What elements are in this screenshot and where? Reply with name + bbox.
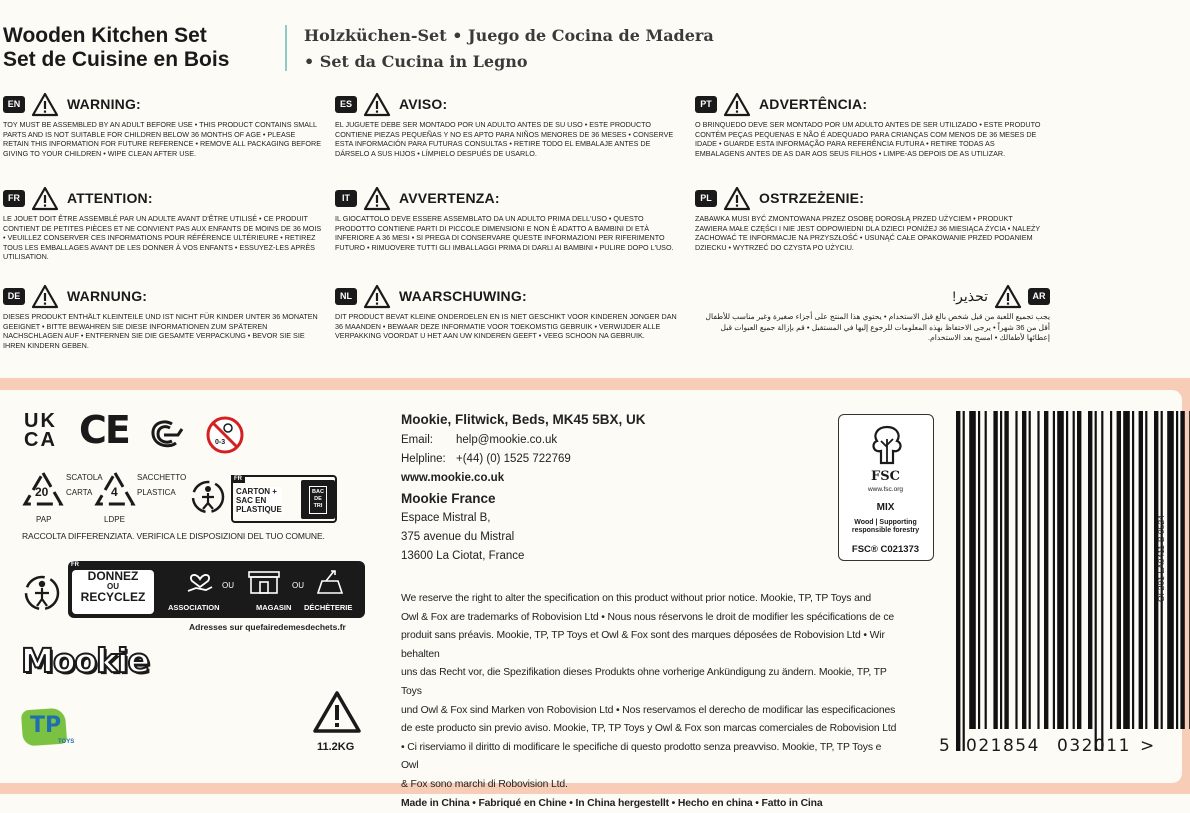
warning-title: AVISO: — [399, 96, 448, 112]
helpline-label: Helpline: — [401, 453, 446, 465]
barcode-bar — [1057, 411, 1064, 729]
barcode-digits-right: 032011 — [1057, 736, 1131, 756]
warnings-panel — [0, 0, 1190, 378]
warning-body: O BRINQUEDO DEVE SER MONTADO POR UM ADULTO ANTES DE SER UTILIZADO • ESTE PRODUTO CONTÉM PEÇAS PEQUENAS E NÃO É ADEQUADO PARA CRIANÇAS COM MENOS DE 36 MESES DE IDADE • GUARDE ESTA INFORMAÇÃO PARA REFERÊNCIA FUTURA • RETIRE TODAS AS EMBALAGENS ANTES DE AS DAR AOS SEUS FILHOS • LIMPE-AS DEPOIS DE AS UTILIZAR. — [695, 120, 1041, 158]
fr-badge: FR — [71, 562, 79, 568]
warning-nl — [335, 282, 680, 341]
donnez-label: DONNEZ OU RECYCLEZ — [72, 570, 154, 614]
warning-body: يجب تجميع اللعبة من قبل شخص بالغ قبل الاستخدام • يحتوي هذا المنتج على أجزاء صغيرة وغير مناسب للأطفال أقل من 36 شهراً • يرجى الاحتفاظ بهذه المعلومات للرجوع إليها في المستقبل • قم بإزالة جميع العبوات قبل إعطائها لأطفالك • امسح بعد الاستخدام. — [705, 312, 1050, 342]
warning-pl — [695, 184, 1045, 252]
barcode-bar — [1180, 411, 1184, 729]
warning-triangle-icon — [723, 186, 751, 211]
tp-toys-logo: TP TOYS — [22, 709, 74, 753]
legal-notice — [401, 590, 901, 813]
france-address-line3: 13600 La Ciotat, France — [401, 550, 525, 562]
barcode-bar — [1037, 411, 1039, 729]
legal-line: We reserve the right to alter the specification on this product without prior notice. Mookie, TP, TP Toys and — [401, 593, 871, 604]
barcode-bar — [1088, 411, 1092, 729]
title-multilingual-2: • Set da Cucina in Legno — [304, 52, 528, 71]
warning-title: تحذير! — [952, 287, 988, 304]
warning-title: WAARSCHUWING: — [399, 288, 527, 304]
language-badge: PT — [695, 96, 717, 113]
barcode-digit-first: 5 — [939, 736, 950, 756]
recycle-code: LDPE — [104, 515, 125, 524]
ou-separator: OU — [222, 581, 234, 590]
fr-badge: FR — [231, 475, 245, 483]
title-multilingual-1: Holzküchen-Set • Juego de Cocina de Madera — [304, 26, 714, 45]
fsc-certification — [838, 414, 934, 561]
barcode-bar — [985, 411, 987, 729]
warning-triangle-icon — [31, 186, 59, 211]
bac-de-tri-icon: BAC DE TRI — [301, 480, 335, 519]
warning-de — [3, 282, 323, 350]
triman-person-icon — [190, 479, 226, 515]
legal-line: produit sans préavis. Mookie, TP, TP Toys et Owl & Fox sont des marques déposées de Robovision Ltd • Wir behalten — [401, 630, 885, 660]
barcode-bar — [1167, 411, 1174, 729]
barcode-bar — [1044, 411, 1048, 729]
donnez-recyclez-banner — [68, 561, 365, 618]
product-code-wrapper — [1156, 512, 1166, 602]
warning-title: ATTENTION: — [67, 190, 153, 206]
raccolta-note: RACCOLTA DIFFERENZIATA. VERIFICA LE DISPOSIZIONI DEL TUO COMUNE. — [22, 531, 325, 541]
fsc-code: FSC® C021373 — [851, 544, 920, 555]
warning-body: DIESES PRODUKT ENTHÄLT KLEINTEILE UND IST NICHT FÜR KINDER UNTER 36 MONATEN GEEIGNET • BITTE BEWAHREN SIE DIESE INFORMATIONEN ZUM SPÄTEREN NACHSCHLAGEN AUF • ENTFERNEN SIE DIE GESAMTE VERPACKUNG • BEVOR SIE SIE IHREN KINDERN GEBEN. — [3, 312, 318, 350]
barcode-bar — [969, 411, 976, 729]
recycle-number: 4 — [111, 485, 118, 499]
ukca-mark: UK CA — [24, 410, 57, 451]
carton-label: CARTON + SAC EN PLASTIQUE — [236, 487, 282, 514]
company-address: Mookie, Flitwick, Beds, MK45 5BX, UK — [401, 412, 646, 427]
warning-title: ADVERTÊNCIA: — [759, 96, 868, 112]
warning-body: DIT PRODUCT BEVAT KLEINE ONDERDELEN EN IS NIET GESCHIKT VOOR KINDEREN JONGER DAN 36 MAANDEN • BEWAAR DEZE INFORMATIE VOOR TOEKOMSTIG GEBRUIK • VERWIJDER ALLE VERPAKKING VOORDAT U HET AAN UW KINDEREN GEEFT • VEEG SCHOON NA GEBRUIK. — [335, 312, 677, 341]
ce-mark: CE — [79, 408, 129, 452]
shop-icon — [246, 569, 282, 595]
barcode-bar — [1015, 411, 1017, 729]
warning-en — [3, 90, 323, 158]
warning-pt — [695, 90, 1045, 158]
magasin-label: MAGASIN — [256, 603, 292, 612]
language-badge: ES — [335, 96, 357, 113]
weight-label: 11.2KG — [317, 741, 355, 753]
warning-title: OSTRZEŻENIE: — [759, 190, 865, 206]
barcode-bar — [1053, 411, 1055, 729]
barcode-bar — [978, 411, 980, 729]
fsc-mix: MIX — [876, 502, 895, 513]
barcode-bar — [1095, 411, 1097, 751]
email-link[interactable]: help@mookie.co.uk — [456, 434, 558, 446]
barcode-bar — [1029, 411, 1031, 729]
warning-it — [335, 184, 680, 252]
association-label: ASSOCIATION — [168, 603, 220, 612]
barcode-bar — [1000, 411, 1002, 729]
fsc-claim: Wood | Supporting responsible forestry — [851, 519, 920, 534]
warning-body: LE JOUET DOIT ÊTRE ASSEMBLÉ PAR UN ADULTE AVANT D'ÊTRE UTILISÉ • CE PRODUIT CONTIENT DE PETITES PIÈCES ET NE CONVIENT PAS AUX ENFANTS DE MOINS DE 36 MOIS • VEUILLEZ CONSERVER CES INFORMATIONS POUR RÉFÉRENCE ULTÉRIEURE • RETIREZ TOUS LES EMBALLAGES AVANT DE LES DONNER À VOS ENFANTS • ESSUYEZ-LES APRÈS UTILISATION. — [3, 214, 322, 262]
barcode-bar — [1176, 411, 1178, 729]
decheterie-label: DÉCHÈTERIE — [304, 603, 353, 612]
legal-line: Owl & Fox are trademarks of Robovision Ltd • Nous nous réservons le droit de modifier les spécifications de ce — [401, 611, 895, 623]
barcode-bars — [952, 411, 1152, 741]
warning-triangle-icon — [31, 92, 59, 117]
barcode-digits-left: 021854 — [966, 736, 1040, 756]
dechetterie-icon — [314, 567, 346, 597]
language-badge: AR — [1028, 288, 1050, 305]
legal-line: de este producto sin previo aviso. Mookie, TP, TP Toys y Owl & Fox son marcas comerciales de Robovision Ltd — [401, 723, 897, 735]
title-divider — [285, 25, 287, 71]
france-address-line2: 375 avenue du Mistral — [401, 531, 515, 543]
fsc-url: www.fsc.org — [867, 486, 904, 493]
barcode-bar — [1022, 411, 1026, 729]
no-under-3-icon — [205, 415, 245, 455]
made-in-line: Made in China • Fabriqué en Chine • In China hergestellt • Hecho en china • Fatto in Cina — [401, 797, 823, 809]
language-badge: NL — [335, 288, 357, 305]
barcode-bar — [956, 411, 960, 751]
barcode-bar — [1110, 411, 1112, 729]
warning-body: TOY MUST BE ASSEMBLED BY AN ADULT BEFORE USE • THIS PRODUCT CONTAINS SMALL PARTS AND IS NOT SUITABLE FOR CHILDREN BELOW 36 MONTHS OF AGE • PLEASE RETAIN THIS INFORMATION FOR FUTURE REFERENCE • REMOVE ALL PACKAGING BEFORE GIVING TO YOUR CHILDREN • WIPE CLEAN AFTER USE. — [3, 120, 322, 158]
recycle-20-mark — [22, 470, 68, 524]
website-link[interactable]: www.mookie.co.uk — [401, 472, 505, 484]
legal-line: & Fox sono marchi di Robovision Ltd. — [401, 778, 568, 790]
age-label: 0-3 — [215, 439, 226, 446]
fsc-logo-text: FSC — [871, 469, 900, 484]
barcode-bar — [1117, 411, 1121, 729]
age-warning-icon — [205, 415, 245, 455]
language-badge: PL — [695, 190, 717, 207]
warning-triangle-icon — [31, 284, 59, 309]
legal-line: • Ci riserviamo il diritto di modificare le specifiche di questo prodotto senza preavviso. Mookie, TP, TP Toys e Owl — [401, 741, 882, 772]
triman-wave-icon — [146, 415, 184, 453]
barcode-bar — [1077, 411, 1081, 729]
barcode-bar — [993, 411, 997, 729]
barcode-bar — [1139, 411, 1143, 729]
warning-body: ZABAWKA MUSI BYĆ ZMONTOWANA PRZEZ OSOBĘ DOROSŁĄ PRZED UŻYCIEM • PRODUKT ZAWIERA MAŁE CZĘŚCI I NIE JEST ODPOWIEDNI DLA DZIECI PONIŻEJ 36 MIESIĄCA ŻYCIA • NALEŻY ZACHOWAĆ TE INFORMACJE NA PRZYSZŁOŚĆ • USUNĄĆ CAŁE OPAKOWANIE PRZED PODANIEM DZIECKU • WYTRZEĆ DO CZYSTA PO UŻYCIU. — [695, 214, 1041, 252]
legal-line: und Owl & Fox sind Marken von Robovision Ltd • Nos reservamos el derecho de modificar las especificaciones — [401, 704, 896, 716]
warning-es — [335, 90, 680, 158]
warning-body: IL GIOCATTOLO DEVE ESSERE ASSEMBLATO DA UN ADULTO PRIMA DELL'USO • QUESTO PRODOTTO CONTIENE PARTI DI PICCOLE DIMENSIONI E NON È ADATTO A BAMBINI DI ETÀ INFERIORE A 36 MESI • SI PREGA DI CONSERVARE QUESTE INFORMAZIONI PER RIFERIMENTO FUTURO • RIMUOVERE TUTTI GLI IMBALLAGGI PRIMA DI DARLI AI BAMBINI • PULIRE DOPO L'USO. — [335, 214, 674, 252]
helpline-number: +(44) (0) 1525 722769 — [456, 453, 571, 465]
language-badge: EN — [3, 96, 25, 113]
title-english: Wooden Kitchen Set — [3, 24, 207, 47]
warning-title: AVVERTENZA: — [399, 190, 500, 206]
recycle-4-mark — [94, 470, 140, 524]
warning-triangle-icon — [363, 186, 391, 211]
warning-body: EL JUGUETE DEBE SER MONTADO POR UN ADULTO ANTES DE SU USO • ESTE PRODUCTO CONTIENE PIEZAS PEQUEÑAS Y NO ES APTO PARA NIÑOS MENORES DE 36 MESES • CONSERVE ESTA INFORMACIÓN PARA FUTURAS CONSULTAS • RETIRE TODO EL EMBALAJE ANTES DE DÁRSELO A SUS HIJOS • LÍMPIELO DESPUÉS DE USARLO. — [335, 120, 674, 158]
title-french: Set de Cuisine en Bois — [3, 48, 230, 71]
warning-triangle-icon — [363, 284, 391, 309]
warning-title: WARNING: — [67, 96, 141, 112]
language-badge: DE — [3, 288, 25, 305]
barcode-bar — [1123, 411, 1130, 729]
fsc-tree-icon — [869, 423, 905, 467]
email-label: Email: — [401, 434, 433, 446]
warning-ar — [700, 282, 1050, 344]
warning-fr — [3, 184, 323, 262]
sorting-info-box — [231, 475, 337, 523]
recycle-20-names: SCATOLA CARTA — [66, 473, 103, 497]
product-code: OF201 LA0411-B 0524 — [1156, 515, 1166, 602]
heart-hand-icon — [186, 569, 214, 595]
warning-triangle-icon — [363, 92, 391, 117]
adresses-link: Adresses sur quefairedemesdechets.fr — [189, 622, 346, 632]
barcode-bar — [1145, 411, 1147, 729]
barcode-bar — [1132, 411, 1134, 729]
triman-person-icon — [22, 573, 62, 613]
france-address-line1: Espace Mistral B, — [401, 512, 491, 524]
recycle-code: PAP — [36, 515, 52, 524]
recycle-number: 20 — [35, 485, 49, 499]
warning-title: WARNUNG: — [67, 288, 148, 304]
recycle-4-names: SACCHETTO PLASTICA — [137, 473, 187, 497]
france-company: Mookie France — [401, 491, 496, 506]
barcode-bar — [1066, 411, 1068, 729]
warning-triangle-icon — [994, 284, 1022, 309]
language-badge: FR — [3, 190, 25, 207]
barcode-bar — [1073, 411, 1075, 729]
barcode-bar — [1101, 411, 1103, 751]
legal-line: uns das Recht vor, die Spezifikation dieses Produkts ohne vorherige Ankündigung zu ändern. Mookie, TP, TP Toys — [401, 667, 887, 697]
mookie-logo: Mookie — [21, 641, 149, 680]
warning-triangle-icon — [311, 689, 363, 735]
language-badge: IT — [335, 190, 357, 207]
warning-triangle-icon — [723, 92, 751, 117]
barcode-arrow: > — [1140, 736, 1155, 756]
barcode-bar — [963, 411, 965, 751]
ou-separator: OU — [292, 581, 304, 590]
barcode-bar — [1004, 411, 1008, 729]
